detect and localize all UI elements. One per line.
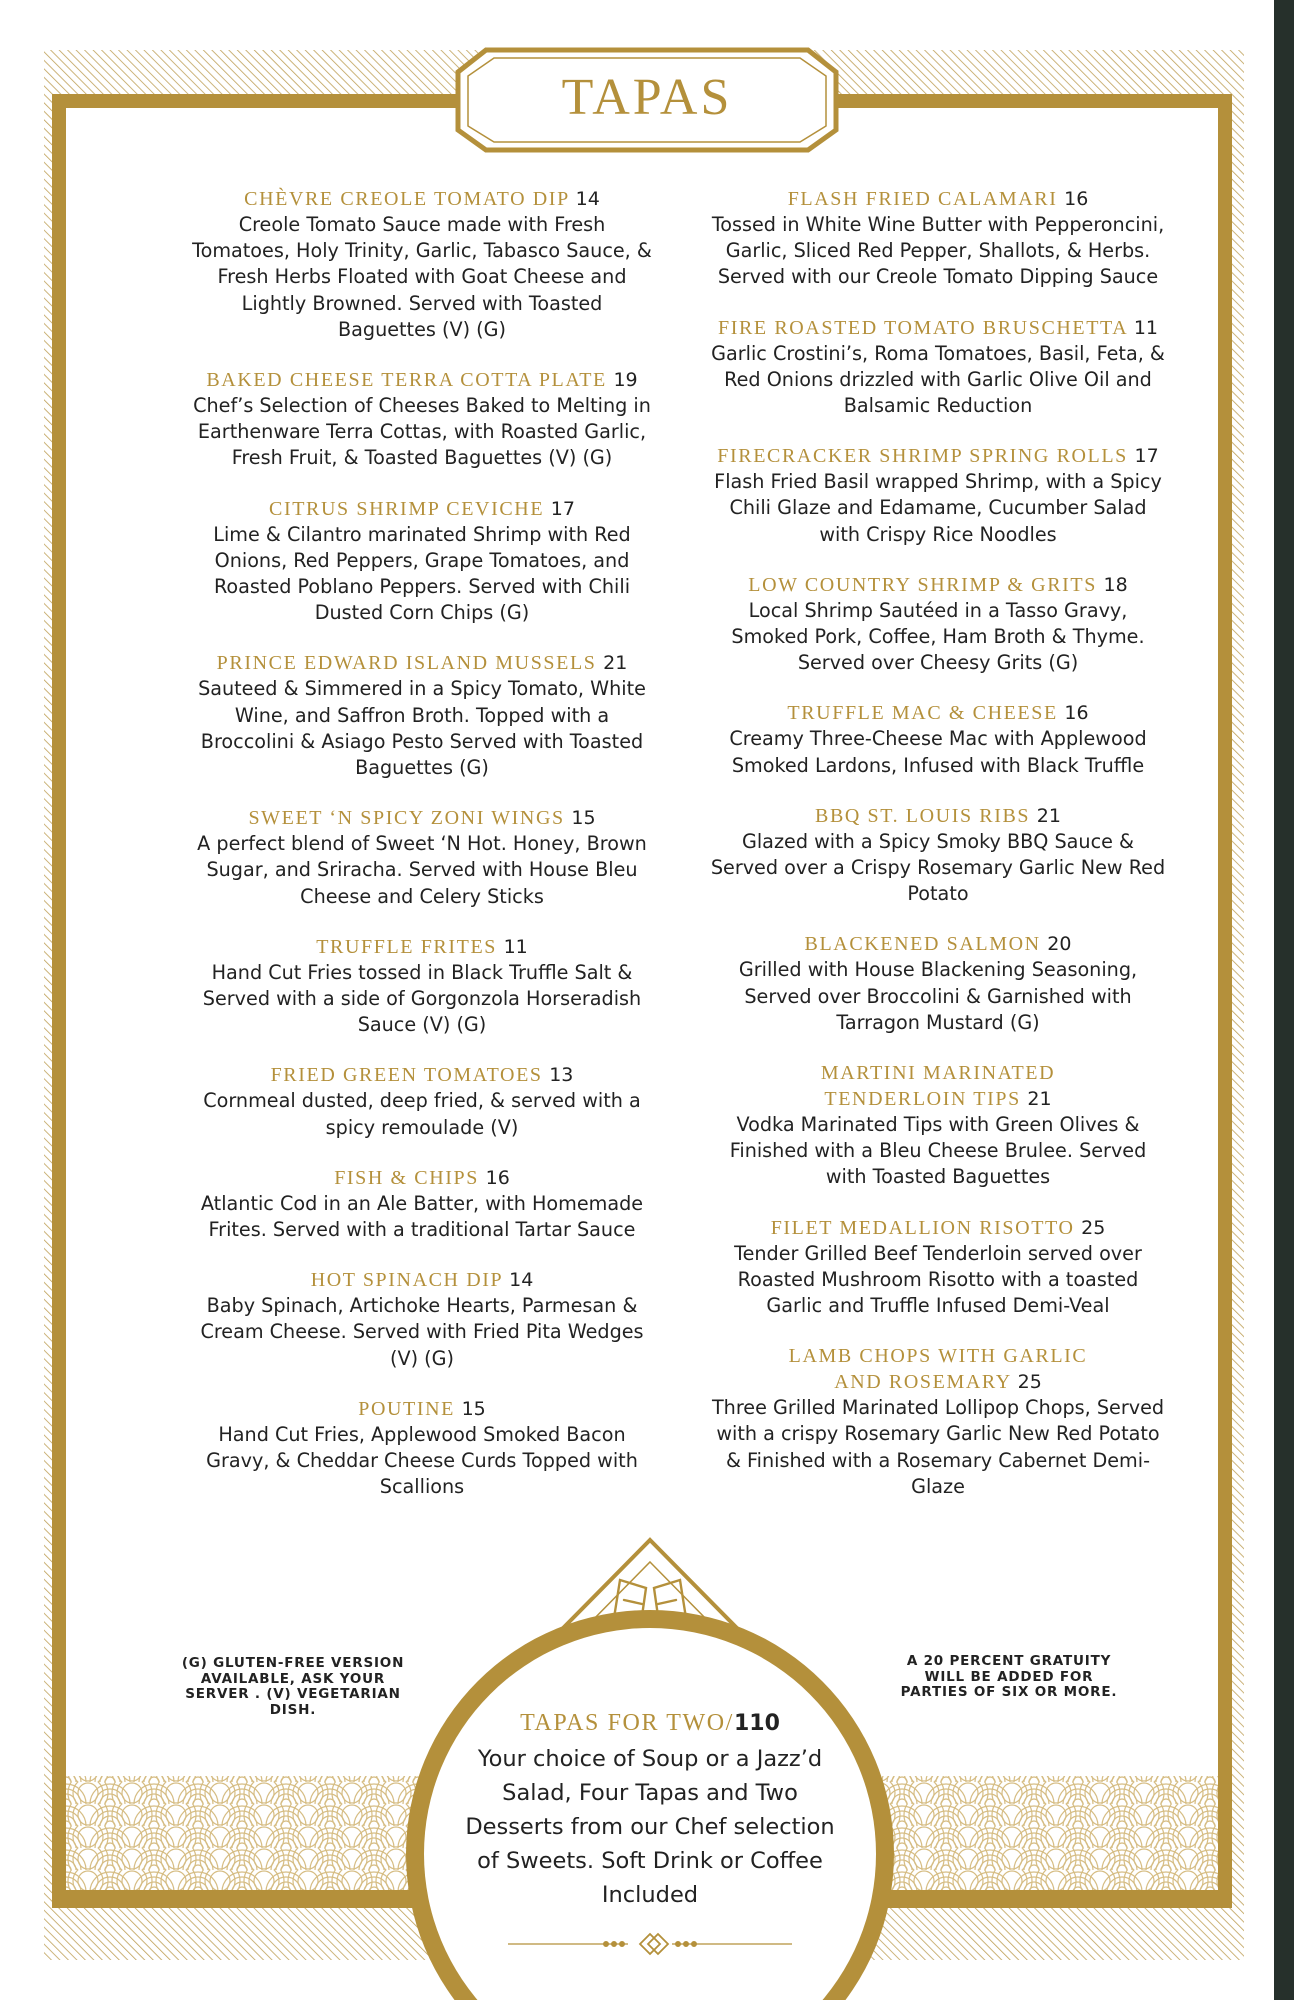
item-price: 14 [575, 188, 600, 210]
menu-item [192, 805, 652, 910]
item-price: 25 [1017, 1371, 1042, 1394]
item-description: Tossed in White Wine Butter with Pepperoncini, Garlic, Sliced Red Pepper, Shallots, & Herbs. Served with our Creole Tomato Dipping Sauce [711, 213, 1165, 289]
item-description: Chef’s Selection of Cheeses Baked to Melting in Earthenware Terra Cottas, with Roasted Garlic, Fresh Fruit, & Toasted Baguettes (V) (G) [193, 394, 651, 470]
item-price: 18 [1103, 573, 1128, 596]
item-price: 16 [485, 1166, 510, 1189]
item-description: Hand Cut Fries, Applewood Smoked Bacon Gravy, & Cheddar Cheese Curds Topped with Scallions [206, 1422, 638, 1499]
menu-item [192, 1396, 652, 1501]
tapas-for-two-name: TAPAS FOR TWO/ [520, 1710, 734, 1736]
item-price: 19 [613, 369, 638, 392]
item-price: 17 [550, 497, 575, 520]
tapas-for-two-price: 110 [733, 1711, 780, 1736]
menu-item [192, 496, 652, 627]
item-description: Hand Cut Fries tossed in Black Truffle Salt & Served with a side of Gorgonzola Horseradish Sauce (V) (G) [202, 960, 642, 1037]
right-menu-column [708, 186, 1168, 1500]
item-price: 11 [1133, 316, 1159, 339]
menu-item [708, 186, 1168, 291]
page-title: TAPAS [561, 69, 733, 126]
item-price: 13 [549, 1064, 574, 1087]
item-price: 15 [571, 807, 596, 830]
item-description: Creole Tomato Sauce made with Fresh Tomatoes, Holy Trinity, Garlic, Tabasco Sauce, & Fresh Herbs Floated with Goat Cheese and Lightly Browned. Served with Toasted Baguettes (V) (G) [192, 213, 652, 341]
item-name: FILET MEDALLION RISOTTO [770, 1216, 1075, 1239]
menu-item [192, 186, 652, 343]
menu-item [192, 367, 652, 472]
item-description: Tender Grilled Beef Tenderloin served over Roasted Mushroom Risotto with a toasted Garlic and Truffle Infused Demi-Veal [734, 1241, 1142, 1318]
item-description: Atlantic Cod in an Ale Batter, with Homemade Frites. Served with a traditional Tartar Sauce [200, 1191, 644, 1242]
menu-item [708, 1060, 1168, 1191]
left-menu-column [192, 186, 652, 1501]
item-price: 21 [1036, 804, 1061, 827]
item-name: FISH & CHIPS [334, 1166, 479, 1189]
item-price: 21 [1027, 1088, 1052, 1111]
item-description: Vodka Marinated Tips with Green Olives & Finished with a Bleu Cheese Brulee. Served with Toasted Baguettes [729, 1113, 1147, 1189]
page-right-edge [1274, 0, 1294, 2000]
item-name: TRUFFLE MAC & CHEESE [787, 702, 1058, 725]
item-price: 25 [1081, 1216, 1106, 1239]
item-name: SWEET ‘N SPICY ZONI WINGS [248, 807, 565, 830]
item-price: 17 [1134, 445, 1159, 468]
menu-item [708, 1215, 1168, 1320]
item-name: BAKED CHEESE TERRA COTTA PLATE [206, 369, 607, 392]
item-price: 11 [503, 935, 528, 958]
menu-item [192, 650, 652, 781]
item-description: A perfect blend of Sweet ‘N Hot. Honey, Brown Sugar, and Sriracha. Served with House Bleu Cheese and Celery Sticks [197, 832, 647, 908]
item-description: Creamy Three-Cheese Mac with Applewood Smoked Lardons, Infused with Black Truffle [729, 727, 1147, 777]
item-description: Three Grilled Marinated Lollipop Chops, Served with a crispy Rosemary Garlic New Red Potato & Finished with a Rosemary Cabernet Demi-Glaze [711, 1396, 1165, 1498]
item-price: 16 [1064, 188, 1089, 210]
item-price: 16 [1064, 702, 1089, 725]
item-name: LAMB CHOPS WITH GARLIC AND ROSEMARY [788, 1345, 1088, 1394]
tapas-for-two-title [470, 1710, 830, 1737]
item-name: MARTINI MARINATED TENDERLOIN TIPS [820, 1062, 1056, 1111]
menu-item [708, 700, 1168, 778]
menu-item [708, 803, 1168, 908]
menu-item [708, 931, 1168, 1036]
item-description: Glazed with a Spicy Smoky BBQ Sauce & Served over a Crispy Rosemary Garlic New Red Potato [710, 829, 1166, 906]
menu-item [192, 1062, 652, 1140]
item-description: Baby Spinach, Artichoke Hearts, Parmesan & Cream Cheese. Served with Fried Pita Wedges (V) (G) [200, 1294, 644, 1370]
item-name: FLASH FRIED CALAMARI [787, 188, 1058, 210]
menu-item [708, 315, 1168, 420]
item-name: POUTINE [358, 1397, 455, 1420]
item-price: 14 [509, 1269, 534, 1292]
item-description: Cornmeal dusted, deep fried, & served with a spicy remoulade (V) [203, 1089, 641, 1139]
item-description: Flash Fried Basil wrapped Shrimp, with a Spicy Chili Glaze and Edamame, Cucumber Salad with Crispy Rice Noodles [714, 470, 1162, 546]
menu-item [192, 934, 652, 1039]
item-description: Garlic Crostini’s, Roma Tomatoes, Basil, Feta, & Red Onions drizzled with Garlic Olive Oil and Balsamic Reduction [711, 341, 1165, 418]
item-description: Grilled with House Blackening Seasoning, Served over Broccolini & Garnished with Tarragon Mustard (G) [738, 958, 1138, 1034]
item-name: FIRECRACKER SHRIMP SPRING ROLLS [717, 445, 1128, 468]
item-description: Local Shrimp Sautéed in a Tasso Gravy, Smoked Pork, Coffee, Ham Broth & Thyme. Served over Cheesy Grits (G) [731, 598, 1145, 675]
item-description: Lime & Cilantro marinated Shrimp with Red Onions, Red Peppers, Grape Tomatoes, and Roasted Poblano Peppers. Served with Chili Dusted Corn Chips (G) [213, 522, 631, 625]
item-name: LOW COUNTRY SHRIMP & GRITS [748, 573, 1097, 596]
item-description: Sauteed & Simmered in a Spicy Tomato, White Wine, and Saffron Broth. Topped with a Broccolini & Asiago Pesto Served with Toasted Baguettes (G) [198, 677, 646, 780]
item-price: 15 [461, 1397, 486, 1420]
menu-item [708, 443, 1168, 548]
dietary-note: (G) GLUTEN-FREE VERSION AVAILABLE, ASK YOUR SERVER . (V) VEGETARIAN DISH. [181, 1655, 405, 1718]
menu-item [708, 1343, 1168, 1500]
item-name: BLACKENED SALMON [804, 933, 1041, 956]
menu-item [708, 572, 1168, 677]
item-name: HOT SPINACH DIP [310, 1269, 503, 1292]
item-price: 20 [1047, 933, 1072, 956]
item-name: FRIED GREEN TOMATOES [270, 1064, 543, 1087]
item-name: TRUFFLE FRITES [316, 935, 497, 958]
menu-item [192, 1267, 652, 1372]
gratuity-note: A 20 PERCENT GRATUITY WILL BE ADDED FOR PARTIES OF SIX OR MORE. [900, 1653, 1118, 1700]
item-name: PRINCE EDWARD ISLAND MUSSELS [216, 652, 597, 675]
item-price: 21 [603, 652, 628, 675]
item-name: CITRUS SHRIMP CEVICHE [269, 497, 545, 520]
item-name: FIRE ROASTED TOMATO BRUSCHETTA [717, 316, 1128, 339]
item-name: BBQ ST. LOUIS RIBS [815, 804, 1031, 827]
item-name: CHÈVRE CREOLE TOMATO DIP [244, 188, 570, 210]
menu-item [192, 1165, 652, 1243]
tapas-for-two-description: Your choice of Soup or a Jazz’d Salad, Four Tapas and Two Desserts from our Chef selection of Sweets. Soft Drink or Coffee Included [465, 1746, 835, 1908]
